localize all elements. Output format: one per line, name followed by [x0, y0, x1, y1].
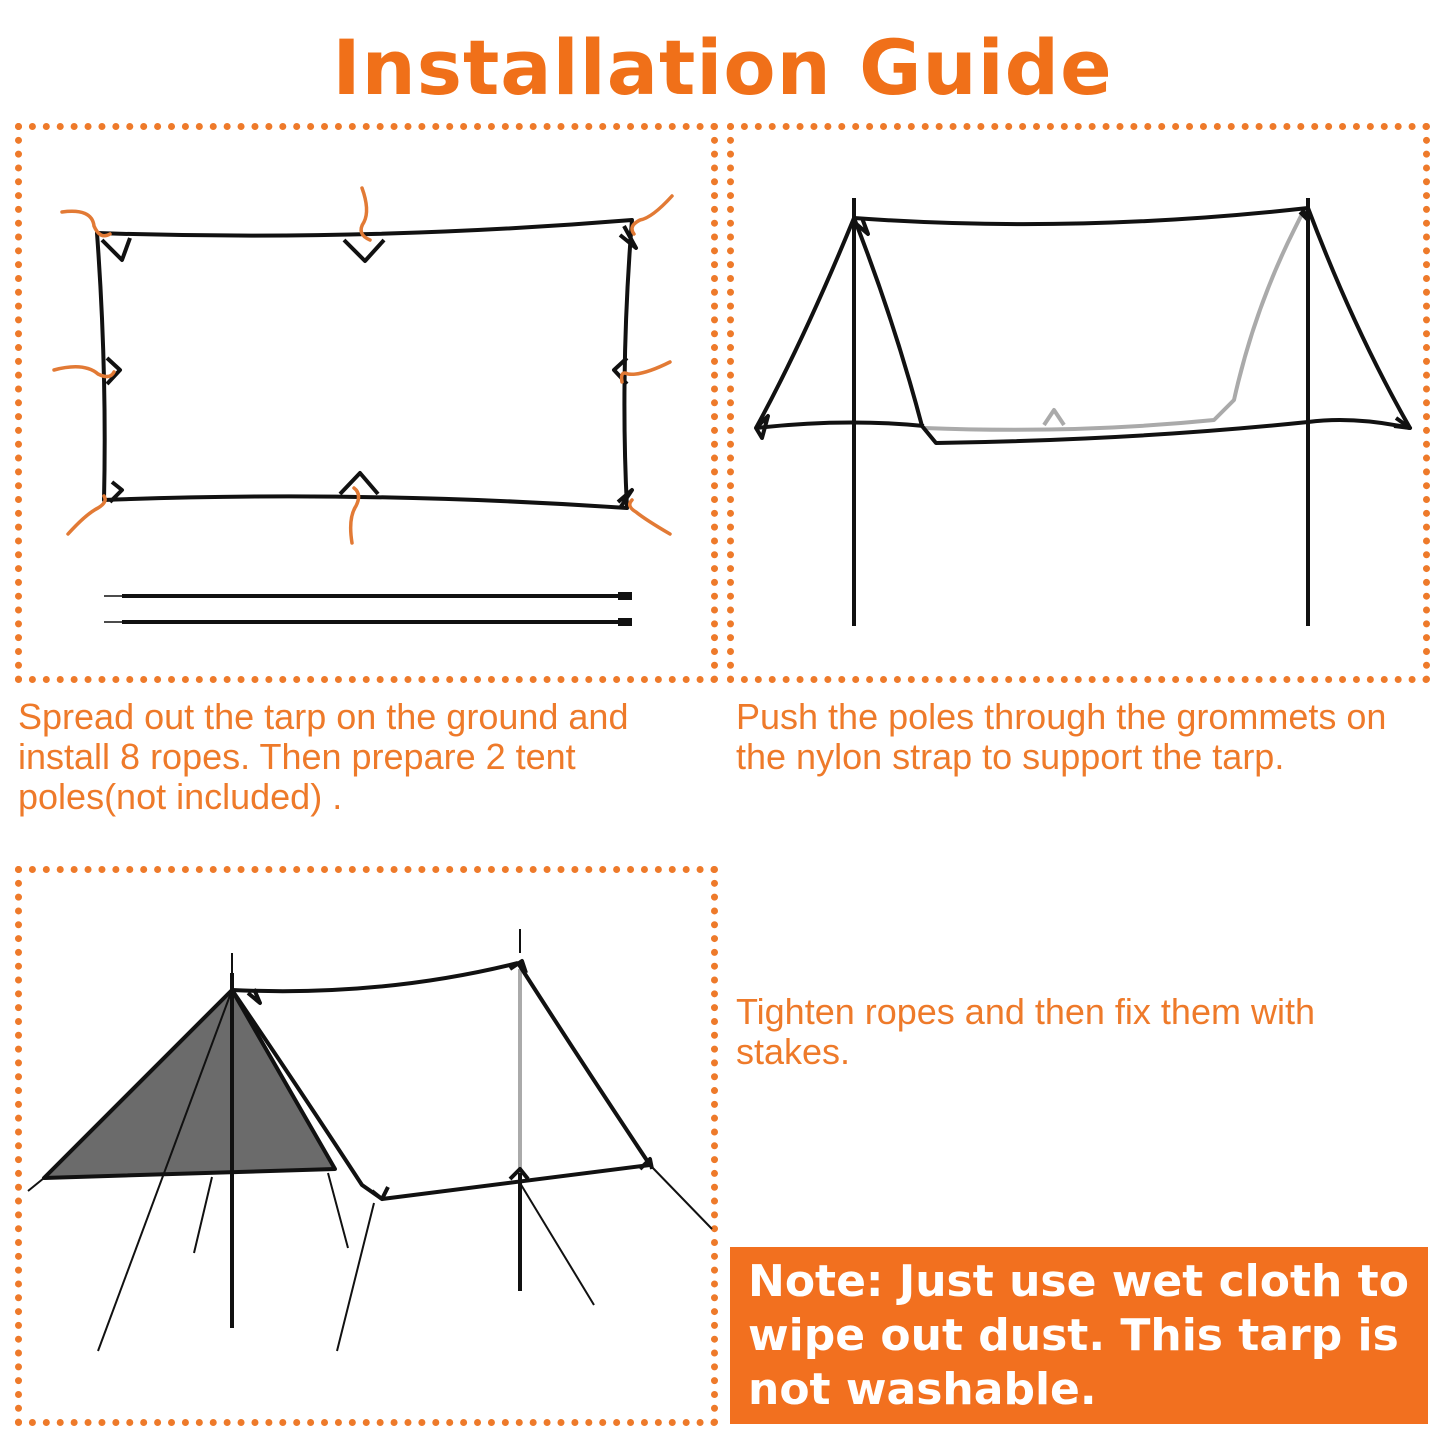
guy-rope-7 — [28, 1178, 44, 1191]
guy-rope-2 — [194, 1177, 212, 1253]
step-3-caption: Tighten ropes and then fix them with stakes. — [736, 991, 1315, 1072]
tarp-shaded-side — [44, 990, 335, 1178]
step-3-illustration-frame — [15, 866, 718, 1426]
tarp-right-side — [1308, 208, 1410, 428]
tarp-left-side — [756, 218, 854, 428]
guy-rope-6 — [650, 1165, 712, 1229]
rope-8 — [630, 500, 670, 534]
staked-tarp-illustration — [22, 873, 725, 1433]
rope-5 — [622, 362, 670, 382]
tarp-right-slope — [518, 963, 650, 1165]
raised-tarp-illustration — [734, 130, 1437, 690]
tarp-front-edge — [854, 218, 1308, 443]
rope-6 — [68, 496, 105, 534]
tarp-top-edge — [854, 208, 1308, 224]
tarp-outline — [97, 220, 632, 508]
step-1-caption: Spread out the tarp on the ground and install 8 ropes. Then prepare 2 tent poles(not included) . — [18, 696, 629, 817]
care-note-text: Note: Just use wet cloth to wipe out dust. This tarp is not washable. — [748, 1256, 1409, 1415]
guy-rope-5 — [520, 1183, 594, 1305]
step-2-illustration-frame — [727, 123, 1430, 683]
page-title: Installation Guide — [332, 23, 1113, 112]
tarp-left-hem — [756, 422, 924, 428]
care-note-box — [730, 1247, 1428, 1424]
step-2-caption: Push the poles through the grommets on the nylon strap to support the tarp. — [736, 696, 1387, 777]
tarp-ridge — [232, 963, 518, 991]
guy-rope-3 — [328, 1173, 348, 1248]
rope-3 — [632, 196, 672, 234]
far-tarp-edge — [924, 210, 1304, 430]
step-1-illustration-frame — [15, 123, 718, 683]
flat-tarp-illustration — [22, 130, 725, 690]
